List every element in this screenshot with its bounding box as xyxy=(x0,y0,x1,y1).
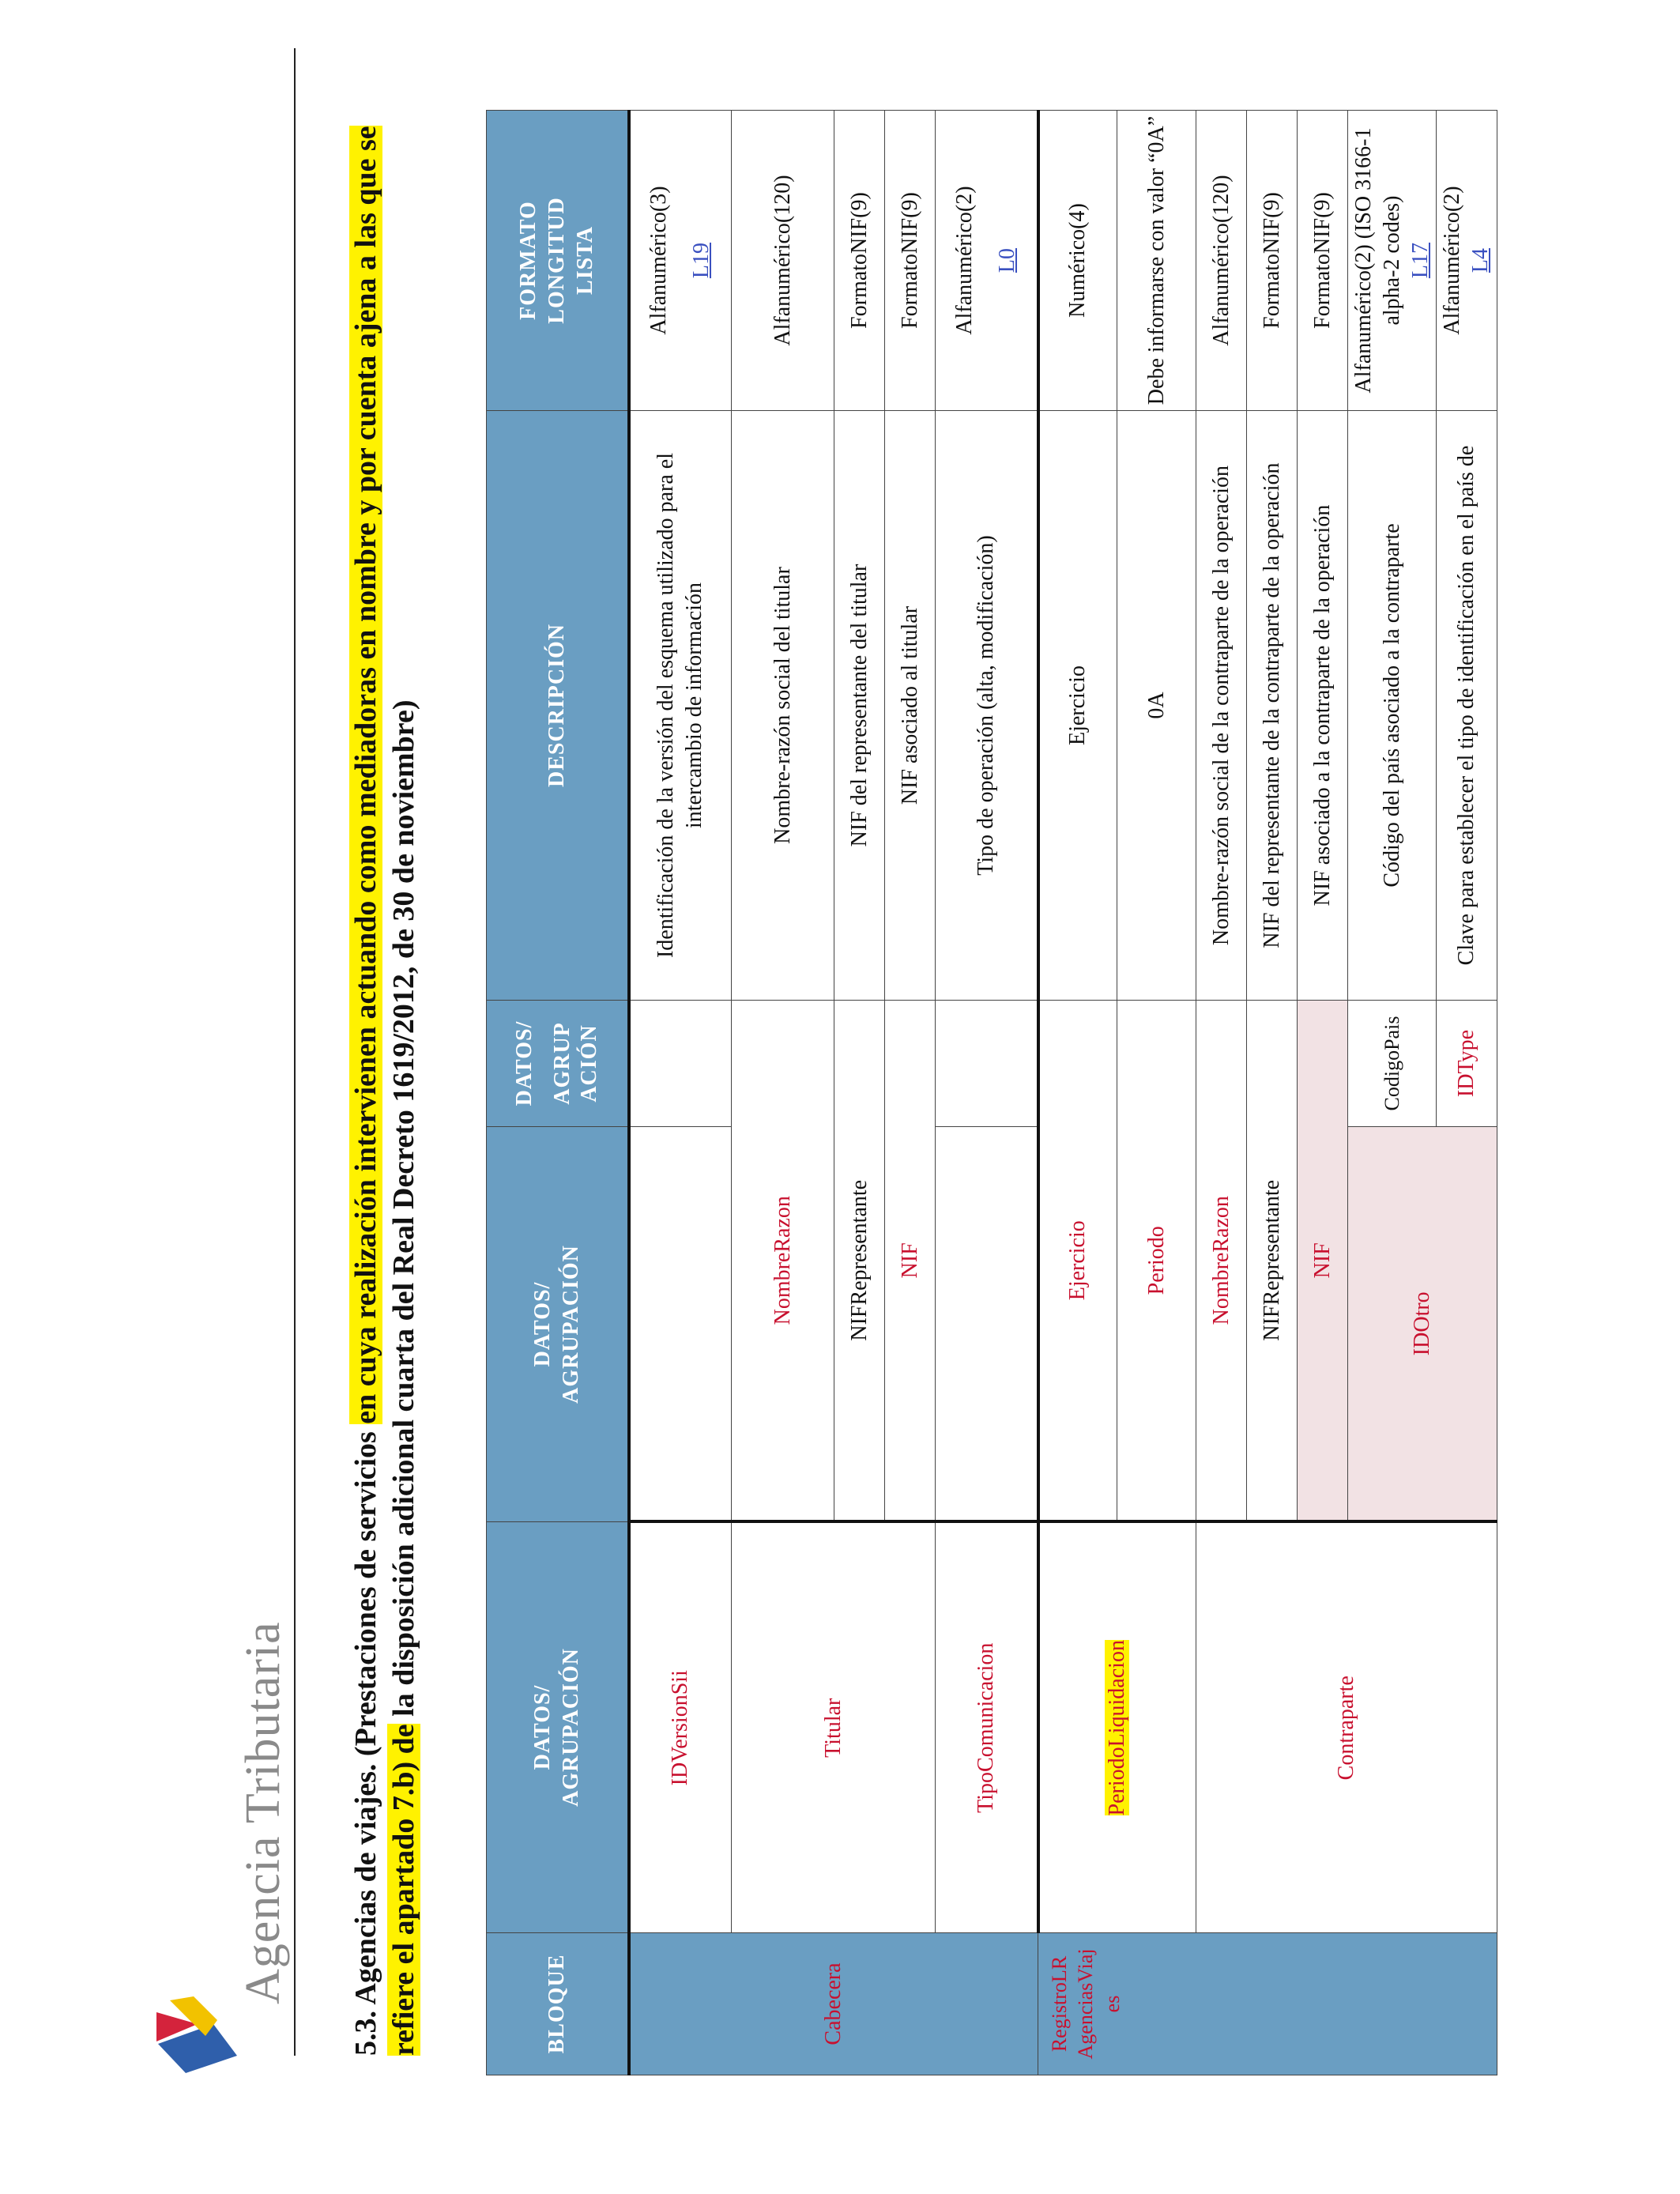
header-datos-3: DATOS/ xyxy=(512,1020,537,1106)
field-level2: NIFRepresentante xyxy=(1247,1001,1298,1522)
field-description: Tipo de operación (alta, modificación) xyxy=(936,411,1038,1001)
fields-table xyxy=(486,110,1497,2075)
header-rule xyxy=(294,48,296,2056)
field-description: Nombre-razón social de la contraparte de la operación xyxy=(1196,411,1247,1001)
field-level3: CodigoPais xyxy=(1348,1001,1437,1127)
field-format xyxy=(1437,111,1497,411)
field-format: Alfanumérico(120) xyxy=(1196,111,1247,411)
field-format: Numérico(4) xyxy=(1038,111,1117,411)
field-format: Debe informarse con valor “0A” xyxy=(1117,111,1196,411)
field-format: FormatoNIF(9) xyxy=(885,111,936,411)
block-label: Cabecera xyxy=(821,1962,846,2045)
field-level3 xyxy=(629,1001,732,1127)
header-bloque: BLOQUE xyxy=(487,1933,629,2075)
header-formato: FORMATO xyxy=(516,201,541,320)
format-text: Alfanumérico(2) xyxy=(1440,186,1465,335)
format-text: Alfanumérico(2) (ISO 3166-1 alpha-2 codes) xyxy=(1351,127,1404,394)
header-datos-agrupacion-1 xyxy=(487,1522,629,1933)
field-level1: Titular xyxy=(732,1522,936,1933)
title-part-2-highlighted: en cuya realización intervienen actuando como mediadoras en nombre y por cuenta ajena a las que se refiere el apartado 7.b) de xyxy=(349,126,420,2056)
field-level2: NIF xyxy=(1298,1001,1348,1522)
table-header-row xyxy=(487,111,629,2075)
field-level1 xyxy=(1038,1522,1196,1933)
field-level2 xyxy=(629,1127,732,1522)
header-longitud: LONGITUD xyxy=(544,197,569,324)
field-description: NIF asociado a la contraparte de la operación xyxy=(1298,411,1348,1001)
field-level1-label: PeriodoLiquidacion xyxy=(1105,1640,1130,1816)
table-row xyxy=(936,111,1038,2075)
field-description: NIF del representante del titular xyxy=(834,411,885,1001)
field-level1: Contraparte xyxy=(1196,1522,1497,1933)
field-level2: NIF xyxy=(885,1001,936,1522)
title-part-1: 5.3. Agencias de viajes. (Prestaciones de servicios xyxy=(349,1423,382,2056)
field-format xyxy=(629,111,732,411)
header-agrupacion-3: AGRUP ACIÓN xyxy=(549,1022,601,1105)
field-description: Código del país asociado a la contraparte xyxy=(1348,411,1437,1001)
field-description: Ejercicio xyxy=(1038,411,1117,1001)
header-datos-agrupacion-3 xyxy=(487,1001,629,1127)
field-level2: Ejercicio xyxy=(1038,1001,1117,1522)
header-datos-agrupacion-2 xyxy=(487,1127,629,1522)
field-level2: Periodo xyxy=(1117,1001,1196,1522)
field-description: Clave para establecer el tipo de identificación en el país de xyxy=(1437,411,1497,1001)
section-title xyxy=(348,104,423,2056)
header-formato-longitud-lista xyxy=(487,111,629,411)
field-description: 0A xyxy=(1117,411,1196,1001)
header-lista: LISTA xyxy=(572,226,597,295)
field-level2: NombreRazon xyxy=(1196,1001,1247,1522)
block-label: RegistroLRAgenciasViajes xyxy=(1048,1948,1124,2060)
list-link[interactable]: L0 xyxy=(994,247,1019,273)
format-text: Alfanumérico(3) xyxy=(646,186,672,335)
field-format: FormatoNIF(9) xyxy=(1298,111,1348,411)
table-row xyxy=(629,111,732,2075)
field-description: Identificación de la versión del esquema utilizado para el intercambio de información xyxy=(629,411,732,1001)
field-level2: NIFRepresentante xyxy=(834,1001,885,1522)
block-registro xyxy=(1038,1933,1497,2075)
field-level1: TipoComunicacion xyxy=(936,1522,1038,1933)
field-level2: IDOtro xyxy=(1348,1127,1497,1522)
field-level3: IDType xyxy=(1437,1001,1497,1127)
table-row xyxy=(1196,111,1247,2075)
list-link[interactable]: L17 xyxy=(1407,242,1433,279)
field-format xyxy=(1348,111,1437,411)
list-link[interactable]: L4 xyxy=(1468,247,1494,273)
field-level2: NombreRazon xyxy=(732,1001,834,1522)
agencia-tributaria-logo-icon xyxy=(150,1992,241,2079)
format-text: Alfanumérico(2) xyxy=(951,186,977,335)
field-level2 xyxy=(936,1127,1038,1522)
header-descripcion: DESCRIPCIÓN xyxy=(487,411,629,1001)
field-description: NIF del representante de la contraparte de la operación xyxy=(1247,411,1298,1001)
field-format: Alfanumérico(120) xyxy=(732,111,834,411)
field-description: Nombre-razón social del titular xyxy=(732,411,834,1001)
field-level1: IDVersionSii xyxy=(629,1522,732,1933)
header-agrupacion-1: AGRUPACIÓN xyxy=(558,1648,583,1807)
field-level3 xyxy=(936,1001,1038,1127)
field-format: FormatoNIF(9) xyxy=(834,111,885,411)
field-format xyxy=(936,111,1038,411)
field-format: FormatoNIF(9) xyxy=(1247,111,1298,411)
header-datos-1: DATOS/ xyxy=(529,1684,555,1770)
header-datos-2: DATOS/ xyxy=(529,1281,555,1367)
field-description: NIF asociado al titular xyxy=(885,411,936,1001)
title-part-3: la disposición adicional cuarta del Real Decreto 1619/2012, de 30 de noviembre) xyxy=(386,699,420,1725)
table-row xyxy=(1038,111,1117,2075)
table-row xyxy=(732,111,834,2075)
list-link[interactable]: L19 xyxy=(689,242,714,279)
header-agrupacion-2: AGRUPACIÓN xyxy=(558,1245,583,1404)
block-cabecera xyxy=(629,1933,1038,2075)
agency-name: Agencia Tributaria xyxy=(236,1621,290,2004)
